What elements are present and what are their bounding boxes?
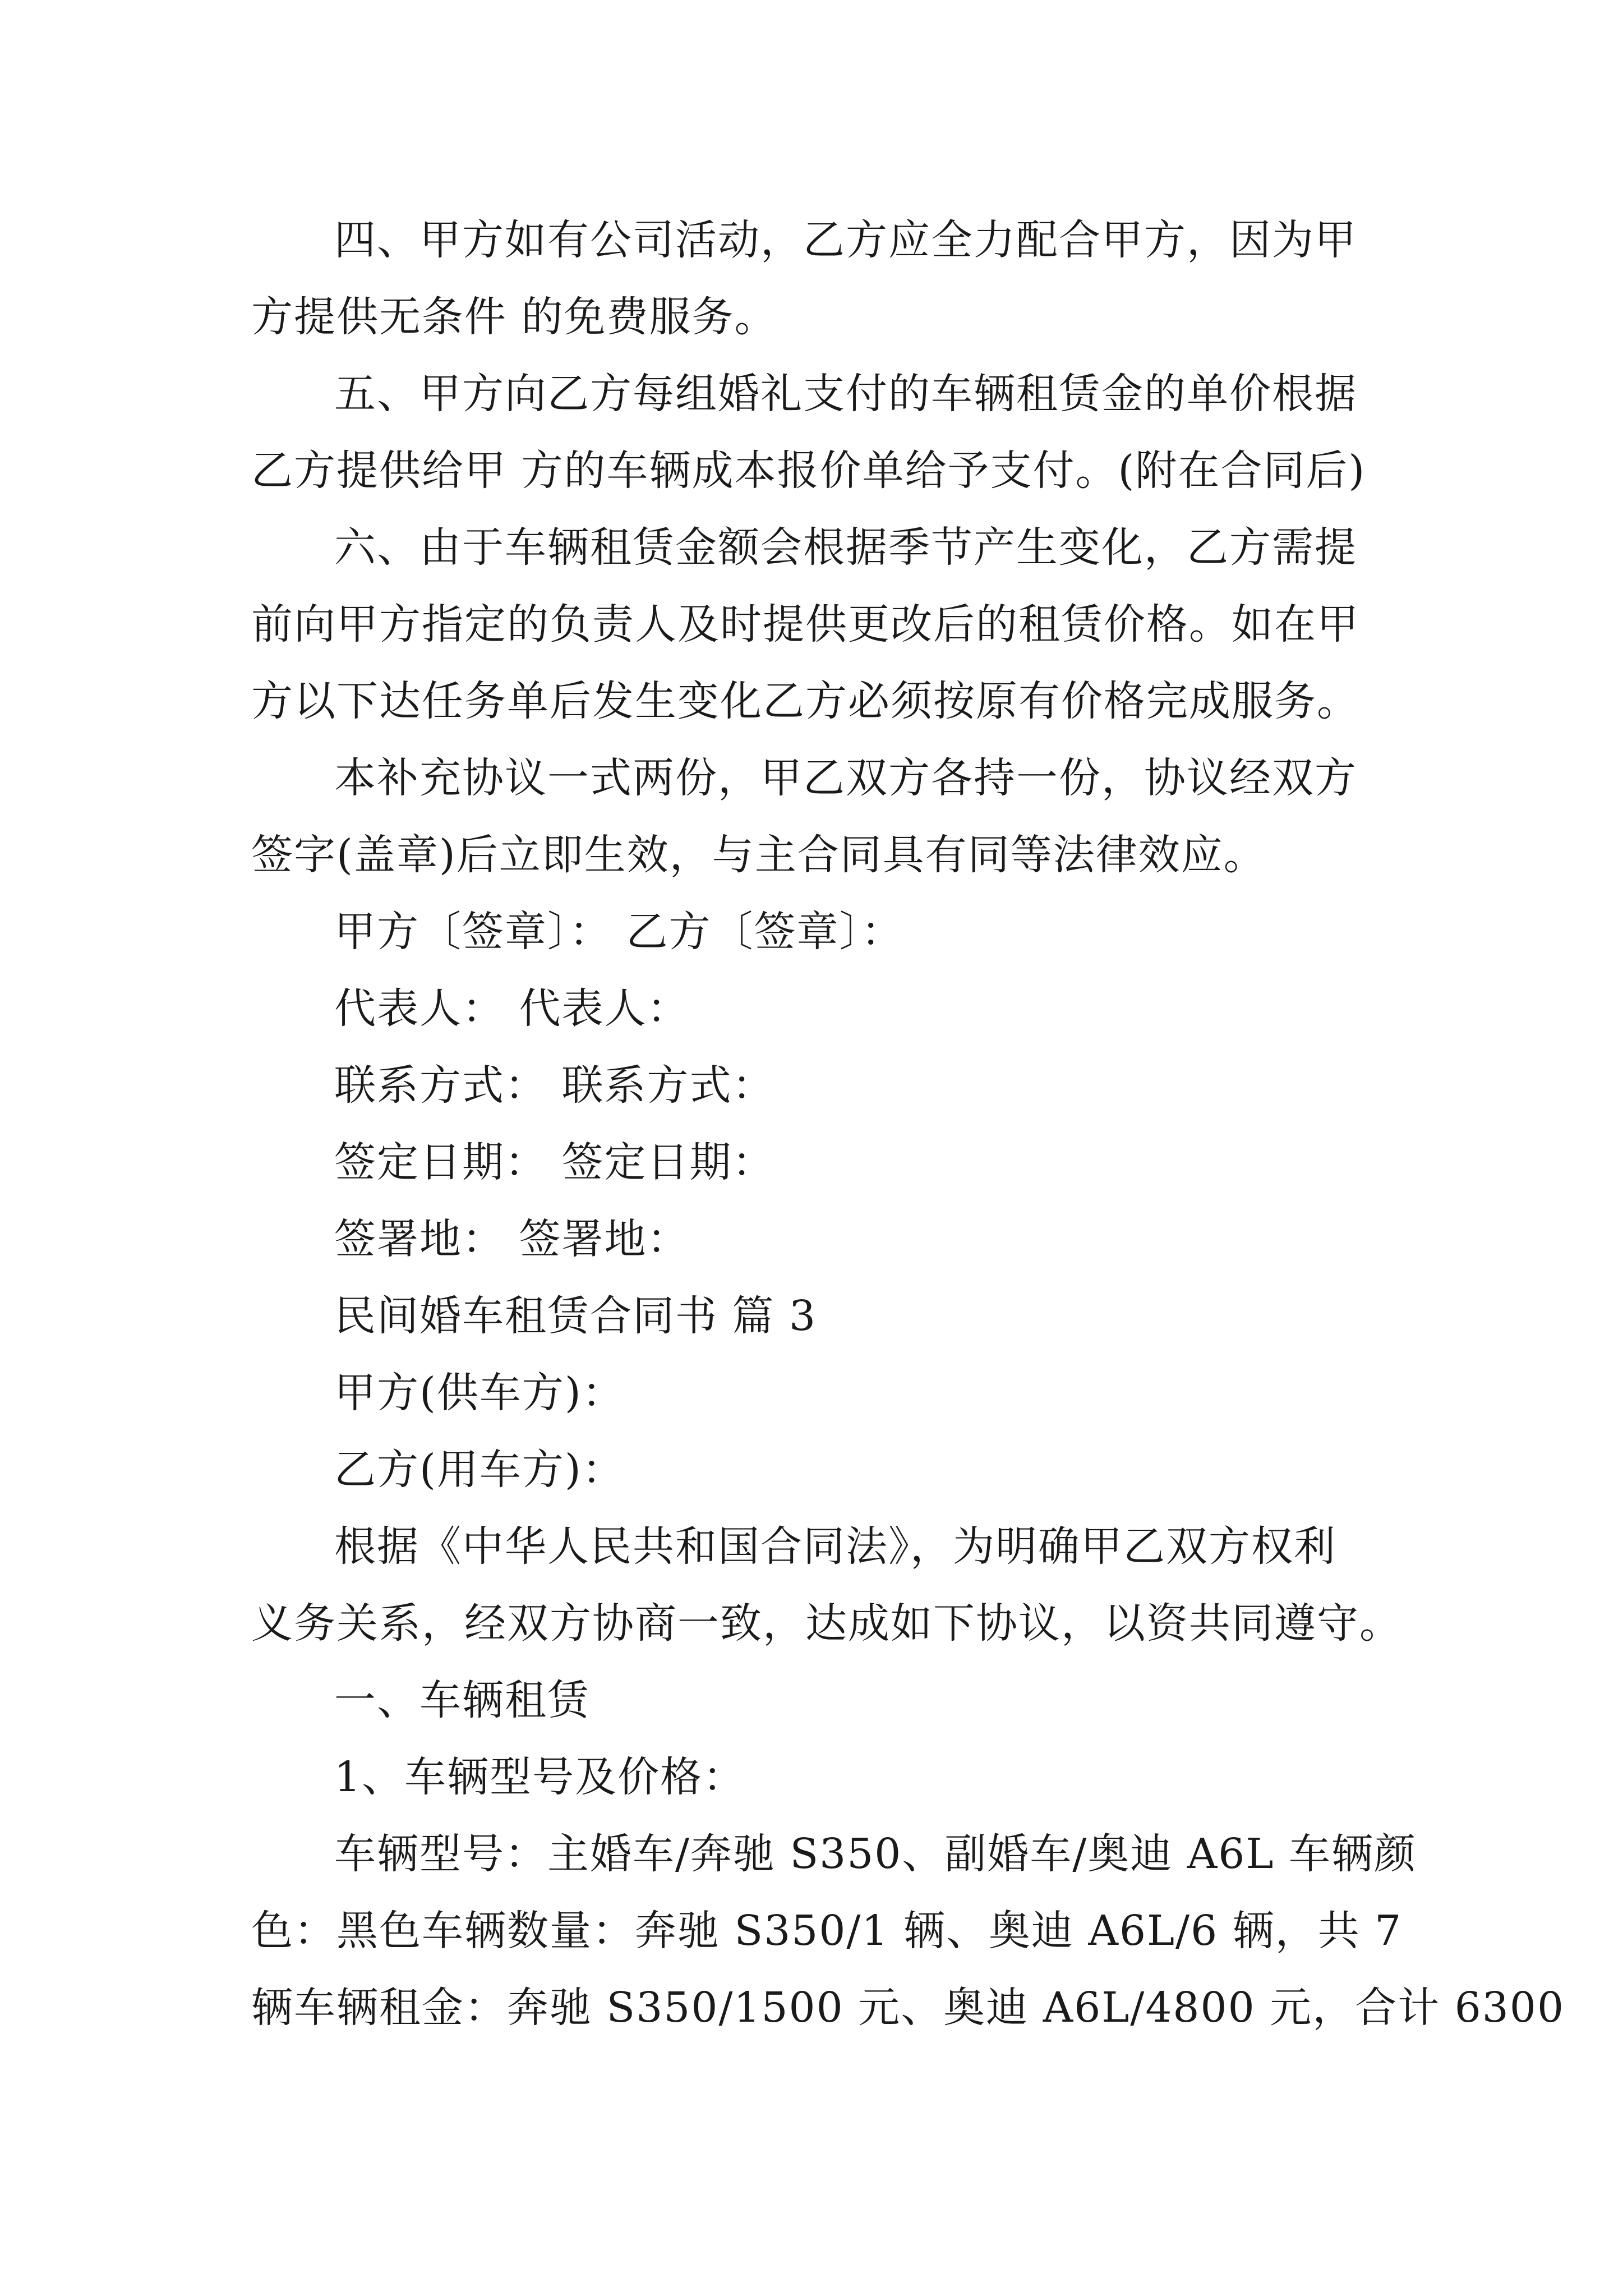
line-text: 本补充协议一式两份，甲乙双方各持一份，协议经双方	[334, 754, 1357, 802]
paragraph-line	[251, 1508, 1384, 1585]
paragraph-line	[251, 1278, 1384, 1355]
line-text: 根据《中华人民共和国合同法》，为明确甲乙双方权利	[334, 1522, 1336, 1571]
line-text: 五、甲方向乙方每组婚礼支付的车辆租赁金的单价根据	[334, 370, 1357, 418]
line-text: 方提供无条件 的免费服务。	[251, 293, 777, 341]
line-text: 方以下达任务单后发生变化乙方必须按原有价格完成服务。	[251, 677, 1359, 725]
document-paragraph	[251, 1739, 1384, 1816]
line-text: 代表人： 代表人：	[334, 984, 690, 1033]
line-text: 甲方〔签章〕： 乙方〔签章〕：	[334, 908, 904, 956]
document-body	[251, 202, 1565, 2046]
paragraph-line	[251, 1047, 1384, 1124]
paragraph-line	[251, 970, 1384, 1047]
paragraph-line	[251, 202, 1384, 279]
paragraph-line	[251, 1739, 1384, 1816]
paragraph-line	[251, 1970, 1565, 2046]
paragraph-line	[251, 509, 1384, 586]
paragraph-line	[251, 817, 1384, 894]
line-text: 乙方(用车方)：	[334, 1446, 625, 1494]
document-paragraph	[251, 894, 1384, 970]
document-paragraph	[251, 970, 1384, 1047]
document-paragraph	[251, 1662, 1384, 1739]
paragraph-line	[251, 1201, 1384, 1278]
document-paragraph	[251, 202, 1384, 356]
paragraph-line	[251, 1585, 1402, 1662]
line-text: 六、由于车辆租赁金额会根据季节产生变化，乙方需提	[334, 523, 1357, 572]
paragraph-line	[251, 1355, 1384, 1432]
document-paragraph	[251, 1047, 1384, 1124]
paragraph-line	[251, 432, 1384, 509]
line-text: 1、车辆型号及价格：	[334, 1753, 746, 1801]
paragraph-line	[251, 1893, 1403, 1970]
line-text: 前向甲方指定的负责人及时提供更改后的租赁价格。如在甲	[251, 600, 1359, 648]
line-text: 车辆型号：主婚车/奔驰 S350、副婚车/奥迪 A6L 车辆颜	[334, 1830, 1417, 1878]
paragraph-line	[251, 740, 1384, 817]
line-text: 一、车辆租赁	[334, 1676, 590, 1724]
line-text: 甲方(供车方)：	[334, 1369, 625, 1417]
line-text: 签字(盖章)后立即生效，与主合同具有同等法律效应。	[251, 831, 1266, 879]
document-paragraph	[251, 1432, 1384, 1508]
line-text: 联系方式： 联系方式：	[334, 1061, 775, 1110]
paragraph-line	[251, 1432, 1384, 1508]
document-paragraph	[251, 1508, 1402, 1662]
document-paragraph	[251, 1124, 1384, 1201]
document-paragraph	[251, 740, 1384, 894]
document-paragraph	[251, 1201, 1384, 1278]
document-paragraph	[251, 356, 1384, 509]
paragraph-line	[251, 1124, 1384, 1201]
document-paragraph	[251, 1278, 1384, 1355]
paragraph-line	[251, 663, 1384, 740]
line-text: 色：黑色车辆数量：奔驰 S350/1 辆、奥迪 A6L/6 辆，共 7	[251, 1907, 1403, 1955]
line-text: 四、甲方如有公司活动，乙方应全力配合甲方，因为甲	[334, 216, 1357, 264]
line-text: 民间婚车租赁合同书 篇 3	[334, 1292, 817, 1340]
paragraph-line	[251, 586, 1384, 663]
line-text: 签署地： 签署地：	[334, 1215, 690, 1263]
document-paragraph	[251, 1355, 1384, 1432]
paragraph-line	[251, 279, 1384, 356]
paragraph-line	[251, 1816, 1417, 1893]
paragraph-line	[251, 1662, 1384, 1739]
line-text: 签定日期： 签定日期：	[334, 1138, 775, 1186]
line-text: 义务关系，经双方协商一致，达成如下协议，以资共同遵守。	[251, 1599, 1402, 1648]
line-text: 乙方提供给甲 方的车辆成本报价单给予支付。(附在合同后)	[251, 447, 1366, 495]
document-paragraph	[251, 1816, 1565, 2046]
line-text: 辆车辆租金：奔驰 S350/1500 元、奥迪 A6L/4800 元，合计 6300	[251, 1984, 1565, 2032]
paragraph-line	[251, 356, 1384, 432]
paragraph-line	[251, 894, 1384, 970]
document-paragraph	[251, 509, 1384, 740]
